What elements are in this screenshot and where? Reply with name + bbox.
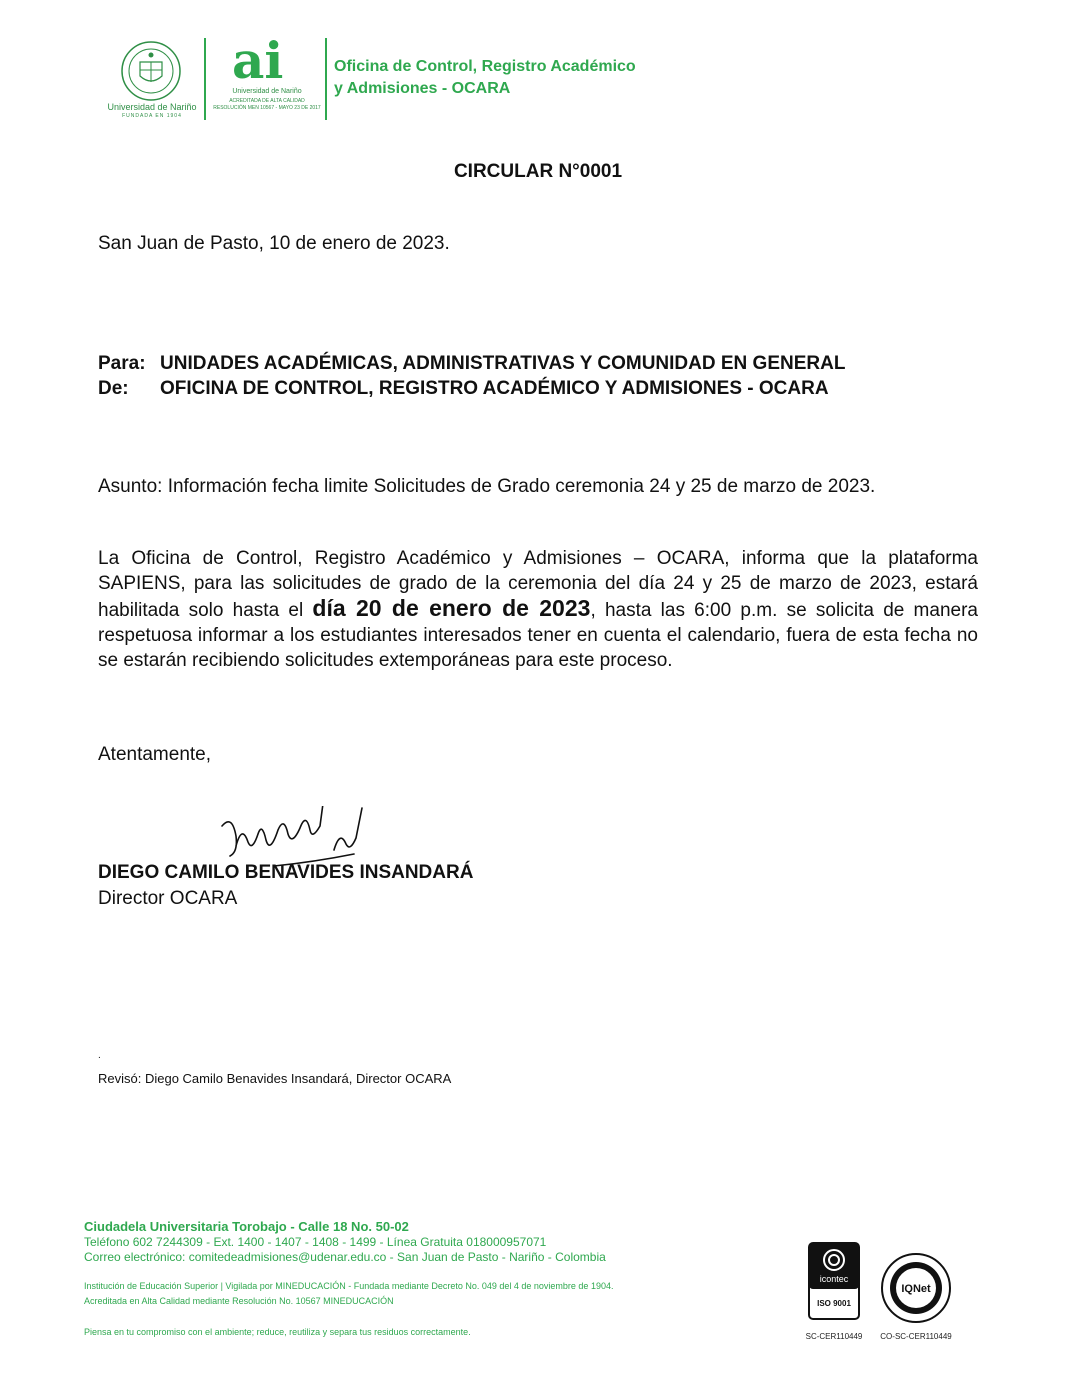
office-title-line1: Oficina de Control, Registro Académico — [334, 58, 636, 75]
body-paragraph — [98, 546, 978, 673]
closing-salutation: Atentamente, — [98, 744, 212, 765]
signer-name: DIEGO CAMILO BENAVIDES INSANDARÁ — [98, 862, 474, 883]
recipient-line — [98, 353, 845, 375]
iqnet-label: IQNet — [901, 1283, 931, 1295]
deadline-highlight: día 20 de enero de 2023 — [312, 595, 591, 621]
iso-label: ISO 9001 — [817, 1299, 851, 1308]
document-title: CIRCULAR N°0001 — [453, 161, 623, 182]
iqnet-certification-icon — [880, 1252, 952, 1324]
icontec-label: icontec — [819, 1274, 849, 1284]
university-seal-icon — [120, 40, 182, 102]
accreditation-line1: ACREDITADA DE ALTA CALIDAD — [229, 98, 305, 104]
footer-environment: Piensa en tu compromiso con el ambiente; reduce, reutiliza y separa tus residuos correctamente. — [84, 1327, 471, 1337]
sender-value: OFICINA DE CONTROL, REGISTRO ACADÉMICO Y ADMISIONES - OCARA — [160, 378, 829, 399]
separator-dot: . — [98, 1050, 101, 1061]
body-text-part2: , hasta las 6:00 p.m. se solicita de manera respetuosa informar a los estudiantes interesados tener en cuenta el calendario, fuera de esta fecha no se estarán recibiendo solicitudes extemporáneas para este proceso. — [98, 600, 978, 671]
office-title-line2: y Admisiones - OCARA — [334, 80, 511, 97]
document-date: San Juan de Pasto, 10 de enero de 2023. — [98, 233, 450, 254]
sender-label: De: — [98, 378, 129, 399]
accreditation-line2: RESOLUCIÓN MEN 10567 - MAYO 23 DE 2017 — [213, 105, 321, 111]
recipient-label: Para: — [98, 353, 146, 374]
seal-caption: Universidad de Nariño — [107, 102, 197, 112]
seal-subcaption: FUNDADA EN 1904 — [122, 113, 182, 119]
reviewed-by: Revisó: Diego Camilo Benavides Insandará, Director OCARA — [98, 1071, 452, 1086]
footer-institution: Institución de Educación Superior | Vigilada por MINEDUCACIÓN - Fundada mediante Decreto No. 049 del 4 de noviembre de 1904. — [84, 1281, 614, 1291]
recipient-value: UNIDADES ACADÉMICAS, ADMINISTRATIVAS Y COMUNIDAD EN GENERAL — [160, 353, 846, 374]
accreditation-logo: ai — [232, 31, 284, 90]
icontec-certification-icon — [808, 1242, 860, 1320]
footer-phone: Teléfono 602 7244309 - Ext. 1400 - 1407 - 1408 - 1499 - Línea Gratuita 018000957071 — [84, 1235, 547, 1249]
header-divider — [204, 38, 206, 120]
body-text-part1: La Oficina de Control, Registro Académico y Admisiones – OCARA, informa que la plataforma SAPIENS, para las solicitudes de grado de la ceremonia del día 24 y 25 de marzo de 2023, estará habilitada solo hasta el — [98, 548, 978, 621]
office-title — [334, 56, 694, 100]
certificate-code: SC-CER110449 — [805, 1332, 863, 1341]
signer-role: Director OCARA — [98, 888, 238, 909]
footer-email: Correo electrónico: comitedeadmisiones@udenar.edu.co - San Juan de Pasto - Nariño - Colombia — [84, 1250, 606, 1264]
footer-address: Ciudadela Universitaria Torobajo - Calle 18 No. 50-02 — [84, 1219, 409, 1234]
subject-line: Asunto: Información fecha limite Solicitudes de Grado ceremonia 24 y 25 de marzo de 2023. — [98, 476, 876, 497]
certificate-code: CO-SC-CER110449 — [880, 1332, 952, 1341]
sender-line — [98, 378, 829, 400]
footer-accreditation: Acreditada en Alta Calidad mediante Resolución No. 10567 MINEDUCACIÓN — [84, 1296, 394, 1306]
letterhead — [100, 31, 700, 124]
header-divider — [325, 38, 327, 120]
accreditation-university: Universidad de Nariño — [232, 88, 302, 95]
